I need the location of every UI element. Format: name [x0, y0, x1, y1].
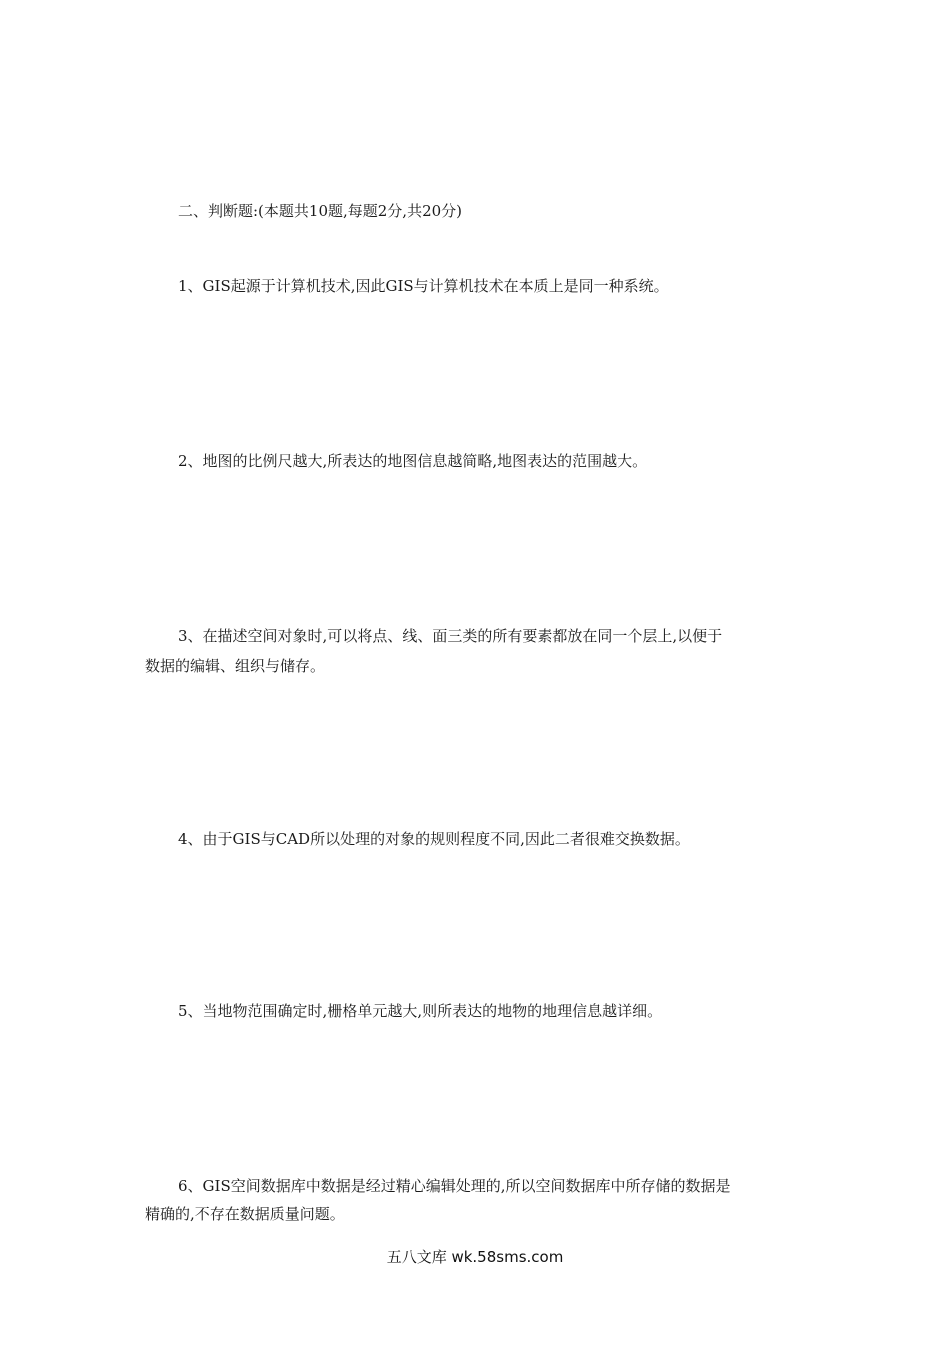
section-heading: 二、判断题:(本题共10题,每题2分,共20分)	[178, 202, 463, 220]
question-2: 2、地图的比例尺越大,所表达的地图信息越简略,地图表达的范围越大。	[178, 452, 648, 470]
question-1: 1、GIS起源于计算机技术,因此GIS与计算机技术在本质上是同一种系统。	[178, 277, 669, 295]
question-4: 4、由于GIS与CAD所以处理的对象的规则程度不同,因此二者很难交换数据。	[178, 830, 690, 848]
question-3-line-2: 数据的编辑、组织与储存。	[145, 657, 326, 675]
footer-watermark-text: 五八文库 wk.58sms.com	[386, 1248, 564, 1266]
question-5: 5、当地物范围确定时,栅格单元越大,则所表达的地物的地理信息越详细。	[178, 1002, 663, 1020]
question-6-line-1: 6、GIS空间数据库中数据是经过精心编辑处理的,所以空间数据库中所存储的数据是	[178, 1177, 731, 1195]
question-3-line-1: 3、在描述空间对象时,可以将点、线、面三类的所有要素都放在同一个层上,以便于	[178, 627, 723, 645]
question-6-line-2: 精确的,不存在数据质量问题。	[145, 1205, 345, 1223]
